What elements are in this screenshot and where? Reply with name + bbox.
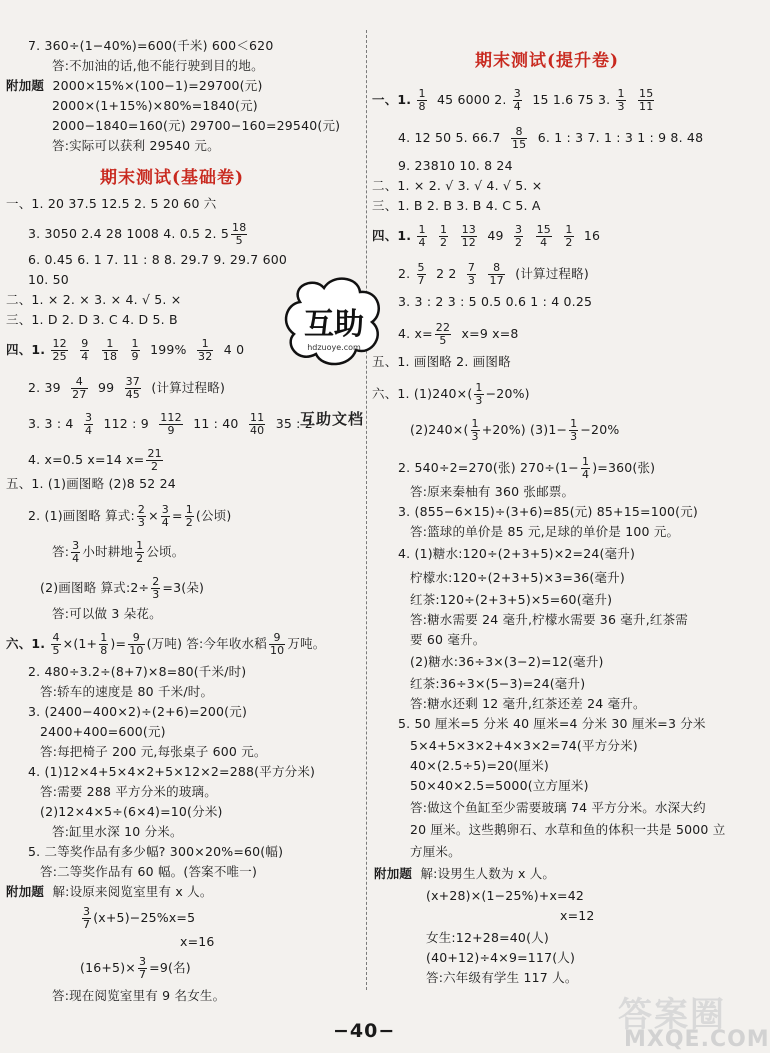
answer-line: (2)画图略 算式:2÷ $\frac{2}{3}$ =3(朵) (40, 575, 205, 601)
answer-line: 红茶:120÷(2+3+5)×5=60(毫升) (410, 592, 613, 607)
answer-line: 附加题 解:设男生人数为 x 人。 (374, 866, 556, 881)
answer-line: 7. 360÷(1−40%)=600(千米) 600＜620 (28, 38, 274, 53)
answer-line: 三、1. B 2. B 3. B 4. C 5. A (372, 198, 541, 213)
answer-line: 10. 50 (28, 272, 69, 287)
page-number: −40− (333, 1020, 396, 1042)
watermark-doc-text: 互助文档 (300, 410, 365, 428)
answer-line: 答:现在阅览室里有 9 名女生。 (52, 988, 226, 1003)
answer-line: 答:六年级有学生 117 人。 (426, 970, 578, 985)
answer-line: 二、1. × 2. √ 3. √ 4. √ 5. × (372, 178, 543, 193)
answer-line: 3. (855−6×15)÷(3+6)=85(元) 85+15=100(元) (398, 504, 699, 519)
column-divider (366, 30, 367, 990)
watermark-logo-text: 互助 (304, 307, 364, 342)
answer-line: 六、1. (1)240×( $\frac{1}{3}$ −20%) (372, 381, 530, 407)
answer-line: 答:不加油的话,他不能行驶到目的地。 (52, 58, 264, 73)
answer-line: 6. 0.45 6. 1 7. 11 : 8 8. 29.7 9. 29.7 600 (28, 252, 288, 267)
answer-line: 三、1. D 2. D 3. C 4. D 5. B (6, 312, 178, 327)
answer-line: 答:需要 288 平方分米的玻璃。 (40, 784, 217, 799)
corner-watermark (610, 985, 770, 1053)
answer-line: 要 60 毫升。 (410, 632, 486, 647)
answer-line: 女生:12+28=40(人) (426, 930, 549, 945)
fraction: $\frac{18}{5}$ (232, 221, 247, 247)
answer-line: 5. 50 厘米=5 分米 40 厘米=4 分米 30 厘米=3 分米 (398, 716, 706, 731)
answer-line: 4. x=0.5 x=14 x= $\frac{21}{2}$ (28, 447, 162, 473)
answer-line: 答:每把椅子 200 元,每张桌子 600 元。 (40, 744, 267, 759)
answer-line: 答:可以做 3 朵花。 (52, 606, 162, 621)
answer-line: 一、1. $\frac{1}{8}$ 45 6000 2. $\frac{3}{4}$ 15 1.6 75 3. $\frac{1}{3}$ $\frac{15}{11}$ (372, 87, 654, 113)
answer-line: $\frac{3}{7}$ (x+5)−25%x=5 (83, 905, 196, 931)
answer-line: 2400+400=600(元) (40, 724, 166, 739)
answer-line: (2)糖水:36÷3×(3−2)=12(毫升) (410, 654, 604, 669)
answer-line: 四、1. $\frac{1}{4}$ $\frac{1}{2}$ $\frac{13}{12}$ 49 $\frac{3}{2}$ $\frac{15}{4}$ $\frac{1}{2}$ 16 (372, 223, 601, 249)
answer-line: 答:二等奖作品有 60 幅。(答案不唯一) (40, 864, 258, 879)
answer-line: 3. 3 : 4 $\frac{3}{4}$ 112 : 9 $\frac{112}{9}$ 11 : 40 $\frac{11}{40}$ 35 : 2 (28, 411, 313, 437)
answer-line: 方厘米。 (410, 844, 461, 859)
section-title-advanced: 期末测试(提升卷) (475, 51, 620, 71)
answer-line: 附加题 解:设原来阅览室里有 x 人。 (6, 884, 213, 899)
answer-line: 40×(2.5÷5)=20(厘米) (410, 758, 549, 773)
bonus-label: 附加题 (6, 884, 45, 899)
answer-line: 附加题 2000×15%×(100−1)=29700(元) (6, 78, 263, 93)
answer-line: 2. (1)画图略 算式: $\frac{2}{3}$ × $\frac{3}{4}$ = $\frac{1}{2}$ (公顷) (28, 503, 232, 529)
answer-line: 二、1. × 2. × 3. × 4. √ 5. × (6, 292, 182, 307)
answer-line: (x+28)×(1−25%)+x=42 (426, 888, 585, 903)
answer-line: 5. 二等奖作品有多少幅? 300×20%=60(幅) (28, 844, 284, 859)
answer-line: 答:篮球的单价是 85 元,足球的单价是 100 元。 (410, 524, 680, 539)
answer-line: (40+12)÷4×9=117(人) (426, 950, 576, 965)
bonus-label: 附加题 (374, 866, 413, 881)
corner-watermark-small: MXQE.COM (624, 1027, 770, 1052)
corner-watermark-big: 答案圈 (618, 995, 726, 1035)
answer-line: 答:做这个鱼缸至少需要玻璃 74 平方分米。水深大约 (410, 800, 706, 815)
answer-line: 2. $\frac{5}{7}$ 2 2 $\frac{7}{3}$ $\frac{8}{17}$ (计算过程略) (398, 261, 589, 287)
answer-line: 答:实际可以获利 29540 元。 (52, 138, 220, 153)
answer-line: 9. 23810 10. 8 24 (398, 158, 513, 173)
answer-line: 3. (2400−400×2)÷(2+6)=200(元) (28, 704, 248, 719)
answer-line: 答:轿车的速度是 80 千米/时。 (40, 684, 214, 699)
answer-line: 5×4+5×3×2+4×3×2=74(平方分米) (410, 738, 638, 753)
bonus-label: 附加题 (6, 78, 45, 93)
answer-line: 3. 3 : 2 3 : 5 0.5 0.6 1 : 4 0.25 (398, 294, 593, 309)
answer-line: x=16 (180, 934, 215, 949)
answer-line: x=12 (560, 908, 595, 923)
answer-line: 答:糖水需要 24 毫升,柠檬水需要 36 毫升,红茶需 (410, 612, 688, 627)
answer-line: 2. 480÷3.2÷(8+7)×8=80(千米/时) (28, 664, 247, 679)
answer-line: 3. 3050 2.4 28 1008 4. 0.5 2. 5 $\frac{18}{5}$ (28, 221, 247, 247)
answer-line: 六、1. $\frac{4}{5}$ ×(1+ $\frac{1}{8}$ )= $\frac{9}{10}$ (万吨) 答:今年收水稻 $\frac{9}{10}$ 万吨。 (6, 631, 326, 657)
answer-line: 答:缸里水深 10 分米。 (52, 824, 183, 839)
answer-line: 2. 39 $\frac{4}{27}$ 99 $\frac{37}{45}$ (计算过程略) (28, 375, 226, 401)
answer-line: 4. (1)12×4+5×4×2+5×12×2=288(平方分米) (28, 764, 316, 779)
answer-line: 4. 12 50 5. 66.7 $\frac{8}{15}$ 6. 1 : 3 7. 1 : 3 1 : 9 8. 48 (398, 125, 704, 151)
answer-line: 答: $\frac{3}{4}$ 小时耕地 $\frac{1}{2}$ 公顷。 (52, 539, 185, 565)
answer-line: 五、1. (1)画图略 (2)8 52 24 (6, 476, 176, 491)
answer-line: 五、1. 画图略 2. 画图略 (372, 354, 511, 369)
watermark-logo (280, 272, 388, 372)
section-title-basic: 期末测试(基础卷) (100, 168, 245, 188)
answer-line: 柠檬水:120÷(2+3+5)×3=36(毫升) (410, 570, 625, 585)
answer-line: 50×40×2.5=5000(立方厘米) (410, 778, 589, 793)
answer-line: (2)12×4×5÷(6×4)=10(分米) (40, 804, 223, 819)
answer-line: 一、1. 20 37.5 12.5 2. 5 20 60 六 (6, 196, 217, 211)
answer-line: 4. x= $\frac{22}{5}$ x=9 x=8 (398, 321, 519, 347)
answer-line: 2000×(1+15%)×80%=1840(元) (52, 98, 258, 113)
answer-line: 2000−1840=160(元) 29700−160=29540(元) (52, 118, 341, 133)
watermark-logo-url: hdzuoye.com (307, 343, 361, 352)
answer-line: (16+5)× $\frac{3}{7}$ =9(名) (80, 955, 191, 981)
answer-line: 红茶:36÷3×(5−3)=24(毫升) (410, 676, 586, 691)
answer-line: 20 厘米。这些鹅卵石、水草和鱼的体积一共是 5000 立 (410, 822, 726, 837)
answer-line: 答:原来秦柚有 360 张邮票。 (410, 484, 575, 499)
answer-line: 答:糖水还剩 12 毫升,红茶还差 24 毫升。 (410, 696, 646, 711)
answer-line: 四、1. $\frac{12}{25}$ $\frac{9}{4}$ $\frac{1}{18}$ $\frac{1}{9}$ 199% $\frac{1}{32}$ 4 0 (6, 337, 245, 363)
answer-line: 2. 540÷2=270(张) 270÷(1− $\frac{1}{4}$ )=360(张) (398, 455, 656, 481)
answer-line: (2)240×( $\frac{1}{3}$ +20%) (3)1− $\frac{1}{3}$ −20% (410, 417, 620, 443)
answer-line: 4. (1)糖水:120÷(2+3+5)×2=24(毫升) (398, 546, 636, 561)
